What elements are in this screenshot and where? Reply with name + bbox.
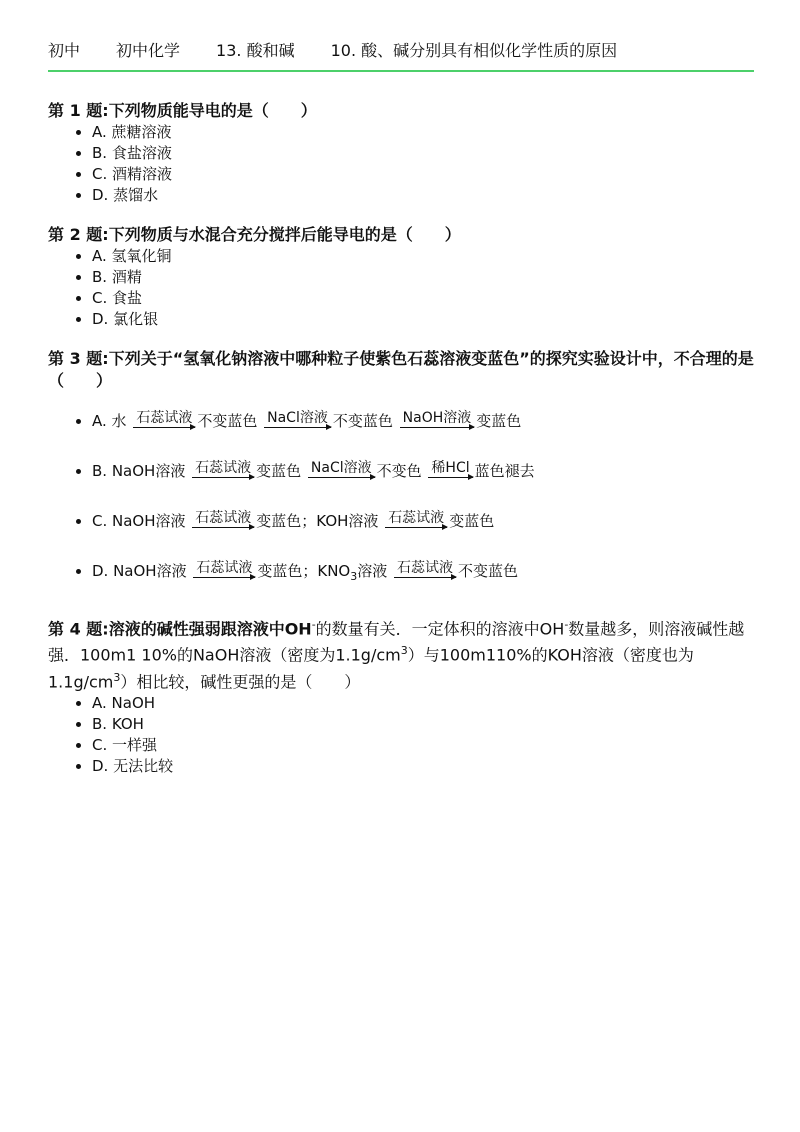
subscript: 3 <box>350 570 358 583</box>
option-text: 不变色 <box>376 462 422 480</box>
option-text: 不变蓝色 <box>332 412 393 430</box>
question-number: 第 1 题: <box>48 101 109 120</box>
arrow-label: 石蕊试液 <box>196 560 253 576</box>
question-title <box>48 100 756 122</box>
question-title <box>48 224 756 246</box>
arrow-line <box>385 527 447 528</box>
arrow-line <box>428 477 472 478</box>
option-list <box>48 408 756 590</box>
arrow-label: 石蕊试液 <box>136 410 193 426</box>
question-1 <box>48 100 756 206</box>
option[interactable] <box>92 558 756 590</box>
reaction-arrow <box>394 560 456 583</box>
reaction-arrow <box>400 410 475 433</box>
arrow-label: 石蕊试液 <box>397 560 454 576</box>
option[interactable]: • B. KOH <box>92 714 756 735</box>
option-text: 溶液 <box>357 562 388 580</box>
question-text: 下列物质与水混合充分搅拌后能导电的是（ ） <box>108 225 461 244</box>
option[interactable]: • C. 一样强 <box>92 735 756 756</box>
arrow-label: NaOH溶液 <box>402 410 472 426</box>
option-list <box>48 246 756 330</box>
arrow-label: 石蕊试液 <box>195 460 252 476</box>
breadcrumb <box>48 38 754 61</box>
reaction-arrow <box>385 510 447 533</box>
question-list <box>48 100 756 795</box>
option-list <box>48 693 756 777</box>
question-text: ）相比较，碱性更强的是（ ） <box>120 671 361 691</box>
option-text: 变蓝色；KOH溶液 <box>256 512 379 530</box>
arrow-line <box>400 427 475 428</box>
option-text: 不变蓝色 <box>458 562 519 580</box>
option[interactable]: • A. 氢氧化铜 <box>92 246 756 267</box>
breadcrumb-item[interactable]: 13. 酸和碱 <box>216 41 295 60</box>
option-text: A. 水 <box>92 412 127 430</box>
option[interactable]: • D. 蒸馏水 <box>92 185 756 206</box>
question-2 <box>48 224 756 330</box>
option[interactable] <box>92 408 756 434</box>
option-text: C. NaOH溶液 <box>92 512 186 530</box>
header-divider <box>48 70 754 72</box>
option-text: D. NaOH溶液 <box>92 562 187 580</box>
option[interactable]: • B. 酒精 <box>92 267 756 288</box>
arrow-label: 稀HCl <box>431 460 470 476</box>
superscript: 3 <box>400 644 408 658</box>
question-3 <box>48 348 756 590</box>
reaction-arrow <box>192 460 254 483</box>
superscript: - <box>564 618 569 631</box>
arrow-line <box>394 577 456 578</box>
question-title <box>48 614 756 693</box>
superscript: - <box>311 618 316 631</box>
question-number: 第 2 题: <box>48 225 109 244</box>
option-text: B. NaOH溶液 <box>92 462 186 480</box>
option[interactable]: • A. NaOH <box>92 693 756 714</box>
arrow-label: NaCl溶液 <box>310 460 372 476</box>
arrow-line <box>308 477 375 478</box>
arrow-line <box>264 427 331 428</box>
breadcrumb-item[interactable]: 初中化学 <box>116 41 181 60</box>
reaction-arrow <box>133 410 195 433</box>
option-text: 变蓝色；KNO <box>257 562 351 580</box>
arrow-label: NaCl溶液 <box>267 410 328 426</box>
question-text: 下列物质能导电的是（ ） <box>108 101 317 120</box>
option[interactable]: • B. 食盐溶液 <box>92 143 756 164</box>
question-4 <box>48 614 756 777</box>
reaction-arrow <box>193 560 255 583</box>
option-text: 不变蓝色 <box>197 412 258 430</box>
reaction-arrow <box>192 510 254 533</box>
option[interactable]: • A. 蔗糖溶液 <box>92 122 756 143</box>
question-number: 第 4 题: <box>48 619 109 639</box>
option[interactable]: • C. 酒精溶液 <box>92 164 756 185</box>
question-text: ）与100m110%的KOH溶液（密度也为1.1g/cm <box>48 645 694 691</box>
option-text: 变蓝色 <box>256 462 302 480</box>
question-text: 数量越多，则溶液碱性越强．100m1 10%的NaOH溶液（密度为1.1g/cm <box>48 619 745 665</box>
arrow-label: 石蕊试液 <box>388 510 445 526</box>
option-list <box>48 122 756 206</box>
question-text: 的数量有关．一定体积的溶液中OH <box>315 619 565 639</box>
option[interactable] <box>92 458 756 484</box>
option[interactable]: • D. 氯化银 <box>92 309 756 330</box>
reaction-arrow <box>428 460 472 483</box>
arrow-label: 石蕊试液 <box>195 510 252 526</box>
option[interactable]: • C. 食盐 <box>92 288 756 309</box>
arrow-line <box>192 477 254 478</box>
breadcrumb-item[interactable]: 初中 <box>48 41 81 60</box>
arrow-line <box>133 427 195 428</box>
arrow-line <box>192 527 254 528</box>
question-text: 溶液的碱性强弱跟溶液中OH <box>108 619 312 639</box>
reaction-arrow <box>308 460 375 483</box>
superscript: 3 <box>113 670 121 684</box>
question-text: 下列关于“氢氧化钠溶液中哪种粒子使紫色石蕊溶液变蓝色”的探究实验设计中，不合理的是（ ） <box>48 349 754 390</box>
option[interactable] <box>92 508 756 534</box>
question-title <box>48 348 756 392</box>
option[interactable]: • D. 无法比较 <box>92 756 756 777</box>
question-number: 第 3 题: <box>48 349 109 368</box>
option-text: 变蓝色 <box>449 512 495 530</box>
option-text: 变蓝色 <box>476 412 522 430</box>
arrow-line <box>193 577 255 578</box>
option-text: 蓝色褪去 <box>474 462 535 480</box>
breadcrumb-item[interactable]: 10. 酸、碱分别具有相似化学性质的原因 <box>330 41 618 60</box>
reaction-arrow <box>264 410 331 433</box>
